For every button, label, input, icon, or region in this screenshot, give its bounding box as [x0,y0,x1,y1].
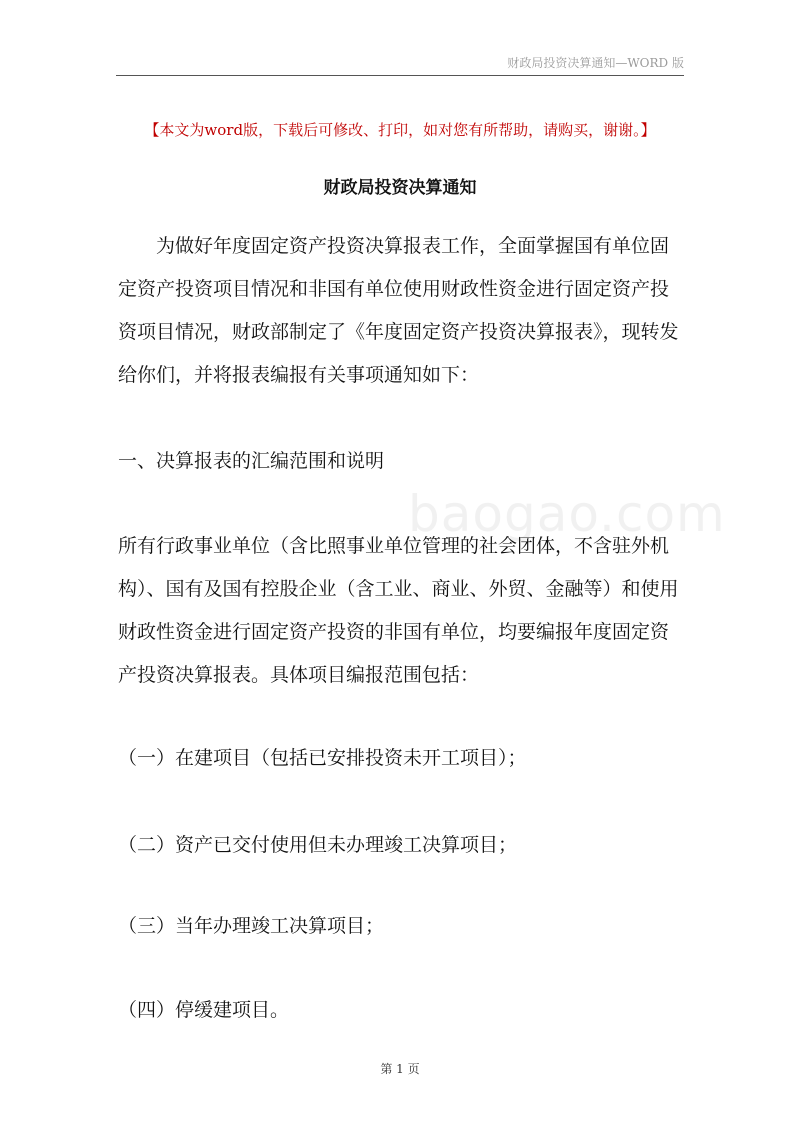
intro-paragraph: 为做好年度固定资产投资决算报表工作，全面掌握国有单位固定资产投资项目情况和非国有单位使用财政性资金进行固定资产投资项目情况，财政部制定了《年度固定资产投资决算报表》，现转发给你们，并将报表编报有关事项通知如下： [118,235,679,386]
section-1-paragraph: 所有行政事业单位（含比照事业单位管理的社会团体，不含驻外机构）、国有及国有控股企业（含工业、商业、外贸、金融等）和使用财政性资金进行固定资产投资的非国有单位，均要编报年度固定资产投资决算报表。具体项目编报范围包括： [118,535,679,686]
header-divider [116,75,684,76]
list-item: （三）当年办理竣工决算项目； [118,915,385,937]
running-header: 财政局投资决算通知—WORD 版 [507,56,684,70]
list-item: （一）在建项目（包括已安排投资未开工项目）； [118,747,527,769]
list-item: （二）资产已交付使用但未办理竣工决算项目； [118,834,518,856]
document-title: 财政局投资决算通知 [323,178,477,198]
watermark: baogao.com [408,485,726,543]
purchase-notice: 【本文为word版，下载后可修改、打印，如对您有所帮助，请购买，谢谢。】 [144,121,656,139]
page-number: 第 1 页 [380,1062,420,1076]
section-heading-1: 一、决算报表的汇编范围和说明 [118,450,385,472]
list-item: （四）停缓建项目。 [118,999,290,1021]
